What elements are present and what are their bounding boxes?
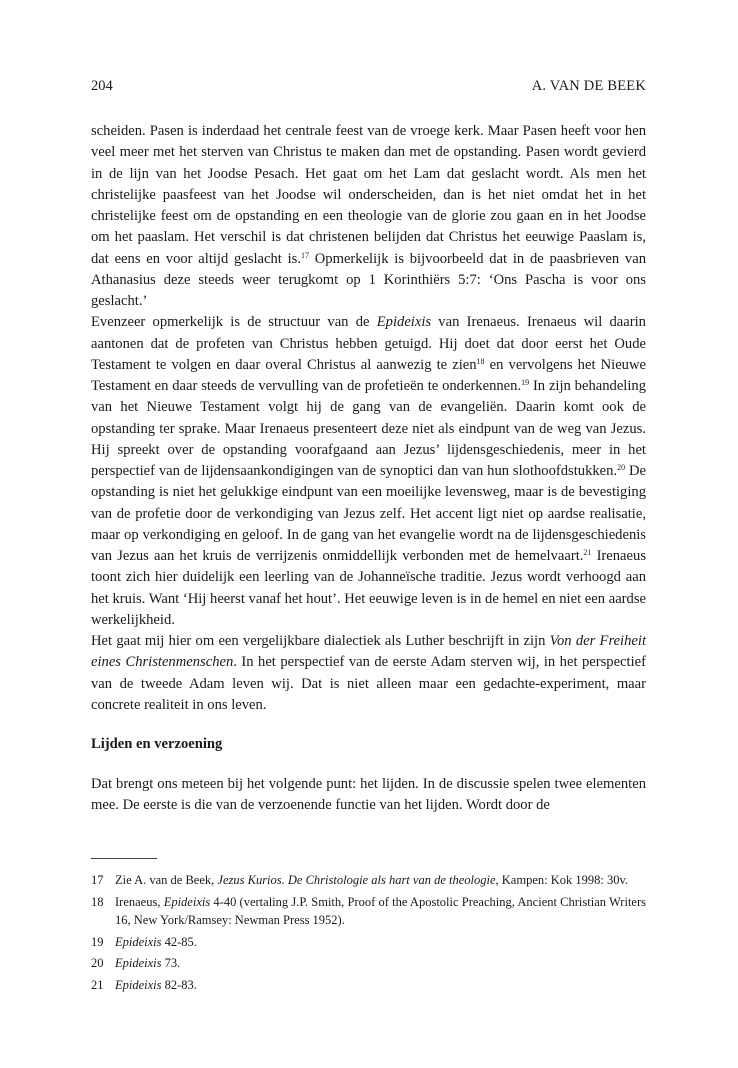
footnote-ref-21[interactable]: 21: [583, 548, 592, 557]
paragraph-epideixis: Evenzeer opmerkelijk is de structuur van de Epideixis van Irenaeus. Irenaeus wil daarin aantonen dat de profeten van Christus hebben getuigd. Hij doet dat door eerst het Oude Testament te volgen en daar overal Christus al aanwezig te zien$^{18}$ en vervolgens het Nieuwe Testament en daar steeds de vervulling van de profetieën te onderkennen.$^{19}$ In zijn behandeling van het Nieuwe Testament volgt hij de gang van de evangeliën. Daarin komt ook de opstanding ter sprake. Maar Irenaeus presenteert deze niet als eindpunt van de weg van Jezus. Hij spreekt over de opstanding voorafgaand aan Jezus’ lijdensgeschiedenis, meer in het perspectief van de lijdensaankondigingen van de synoptici dan van hun slothoofdstukken.$^{20}$ De opstanding is niet het gelukkige eindpunt van een moeilijke levensweg, maar is de bevestiging van de profetie door de verkondiging van Jezus zelf. Het accent ligt niet op aardse realisatie, maar op verkondiging en geloof. In de gang van het evangelie wordt na de lijdensgeschiedenis van Jezus aan het kruis de verrijzenis onmiddellijk verbonden met de hemelvaart.$^{21}$ Irenaeus toont zich hier duidelijk een leerling van de Johanneïsche traditie. Jezus wordt verhoogd aan het kruis. Want ‘Hij heerst vanaf het hout’. Het eeuwige leven is in de hemel en niet een aardse werkelijkheid.: [91, 314, 646, 628]
footnote-17: 17 Zie A. van de Beek, Jezus Kurios. De Christologie als hart van de theologie, Kampen: Kok 1998: 30v.: [91, 873, 629, 887]
footnote-19: 19 Epideixis 42-85.: [91, 934, 197, 949]
running-header: [91, 78, 646, 98]
footnote-divider: [91, 858, 157, 859]
paragraph-suffering: Dat brengt ons meteen bij het volgende punt: het lijden. In de discussie spelen twee elementen mee. De eerste is die van de verzoenende functie van het lijden. Wordt door de: [91, 776, 646, 814]
footnote-ref-17[interactable]: 17: [301, 250, 309, 260]
footnote-ref-18[interactable]: 18: [476, 356, 485, 366]
footnotes: [91, 871, 646, 998]
paragraph-passover: scheiden. Pasen is inderdaad het centrale feest van de vroege kerk. Maar Pasen heeft voor hen veel meer met het sterven van Christus te maken dan met de opstanding. Pasen wordt gevierd in de lijn van het Joodse Pesach. Het gaat om het Lam dat geslacht wordt. Als men het christelijke paasfeest van het Joodse wil onderscheiden, dan is het niet omdat het in het christelijke feest om de opstanding en een theologie van de glorie zou gaan en in het Joodse om het paaslam. Het verschil is dat christenen belijden dat Christus het eeuwige Paaslam is, dat eens en voor altijd geslacht is.$^{17}$ Opmerkelijk is bijvoorbeeld dat in de paasbrieven van Athanasius deze steeds weer terugkomt op 1 Korinthiërs 5:7: ‘Ons Pascha is voor ons geslacht.’: [91, 123, 646, 309]
section-text: [91, 774, 646, 817]
footnote-21: 21 Epideixis 82-83.: [91, 977, 197, 992]
paragraph-luther: Het gaat mij hier om een vergelijkbare dialectiek als Luther beschrijft in zijn Von der Freiheit eines Christenmenschen. In het perspectief van de eerste Adam sterven wij, in het perspectief van de tweede Adam leven wij. Dat is niet alleen maar een gedachte-experiment, maar concrete realiteit in ons leven.: [91, 633, 646, 713]
footnote-ref-20[interactable]: 20: [617, 463, 626, 472]
section-heading: Lijden en verzoening: [91, 736, 223, 752]
main-text: [91, 121, 646, 716]
page-number: 204: [91, 78, 113, 94]
footnote-18: 18 Irenaeus, Epideixis 4-40 (vertaling J.P. Smith, Proof of the Apostolic Preaching, Ancient Christian Writers 16, New York/Ramsey: Newman Press 1952).: [91, 894, 646, 928]
footnote-ref-19[interactable]: 19: [521, 378, 530, 387]
running-head-author: A. VAN DE BEEK: [531, 78, 646, 94]
footnote-20: 20 Epideixis 73.: [91, 956, 181, 971]
